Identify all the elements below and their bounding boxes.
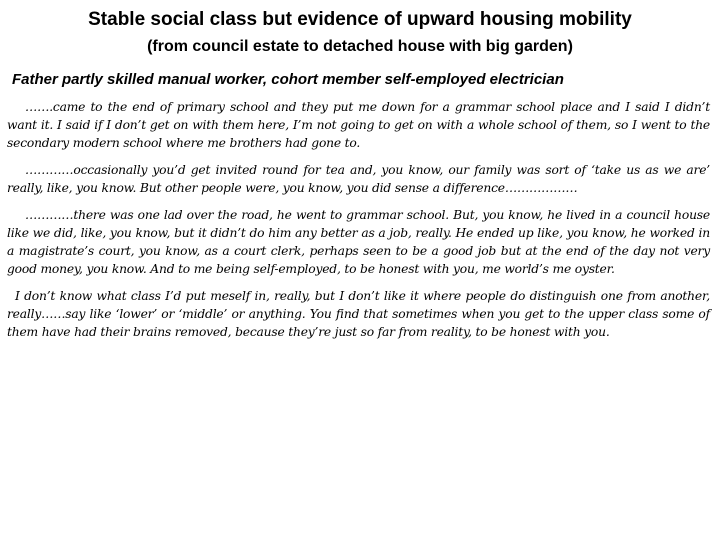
quote-class-identity: I don’t know what class I’d put meself in, really, but I don’t like it where people do distinguish one from another, really……say like ‘lower’ or ‘middle’ or anything. You find that sometimes when you get to the upper class some of them have had their brains removed, because they’re just so far from reality, to be honest with you. bbox=[7, 289, 710, 339]
slide-subtitle: (from council estate to detached house with big garden) bbox=[147, 38, 573, 55]
quote-grammar-school-choice: …….came to the end of primary school and they put me down for a grammar school place and I said I didn’t want it. I said if I don’t get on with them here, I’m not going to get on with a whole school of them, so I went to the secondary modern school where me brothers had gone to. bbox=[7, 100, 710, 150]
participant-context: Father partly skilled manual worker, cohort member self-employed electrician bbox=[12, 71, 564, 88]
slide-title: Stable social class but evidence of upward housing mobility bbox=[88, 9, 632, 30]
quote-lad-over-the-road: …………there was one lad over the road, he went to grammar school. But, you know, he lived in a council house like we did, like, you know, but it didn’t do him any better as a job, really. He ended up like, you know, he worked in a magistrate’s court, you know, as a court clerk, perhaps seen to be a good job but at the end of the day not very good money, you know. And to me being self-employed, to be honest with you, me world’s me oyster. bbox=[7, 208, 710, 276]
quote-tea-invitations: …………occasionally you’d get invited round for tea and, you know, our family was sort of ‘take us as we are’ really, like, you know. But other people were, you know, you did sense a difference……………… bbox=[7, 163, 710, 195]
interview-quotes bbox=[7, 98, 710, 350]
